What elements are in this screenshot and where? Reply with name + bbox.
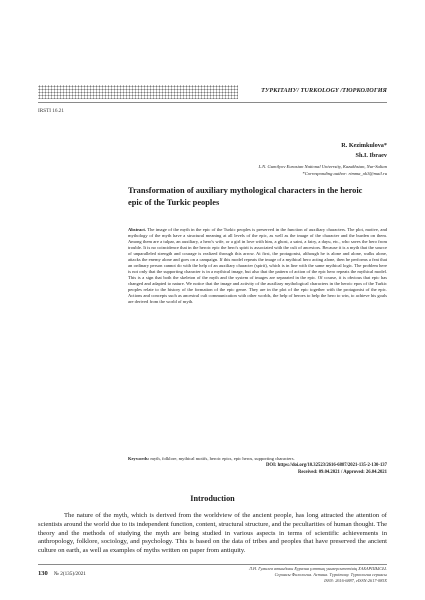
journal-header xyxy=(38,82,387,102)
author-2: Sh.I. Ibraev xyxy=(355,151,387,159)
issue-number: № 2(135)/2021 xyxy=(54,571,86,577)
irsti-code: IRSTI 16.21 xyxy=(38,108,64,114)
footer-divider xyxy=(38,564,387,565)
header-divider xyxy=(38,102,387,103)
author-1: R. Kezimkulova* xyxy=(341,142,387,149)
journal-name: ТУРКІТАНУ/ TURKOLOGY /ТЮРКОЛОГИЯ xyxy=(261,87,387,94)
abstract xyxy=(128,227,387,305)
footer-line-2: Сериясы Филология. Астана. Түркітану. Түркология сериясы xyxy=(274,571,387,577)
university: L.N. Gumilyov Eurasian National University, Kazakhstan, Nur-Sultan xyxy=(258,164,387,169)
keywords xyxy=(128,456,387,462)
corresponding-author: *Corresponding author: rimma_ok3@mail.ru xyxy=(302,170,387,176)
introduction-text: The nature of the myth, which is derived from the worldview of the ancient people, has long attracted the attention of scientists around the world due to its independent function, content, structural structure, and the peculiarities of human thought. The theory and the methods of studying the myth are being studied in various aspects in terms of scientific achievements in anthropology, folklore, sociology, and psychology. This is based on the data of tribes and peoples that have preserved the ancient culture on earth, as well as examples of myths written on paper from antiquity. xyxy=(38,512,387,555)
keywords-label: Keywords: xyxy=(128,456,150,461)
received-dates: Received: 09.04.2021 / Approved: 26.04.2021 xyxy=(298,469,387,475)
doi-block xyxy=(266,463,387,476)
introduction-heading: Introduction xyxy=(190,494,235,503)
page-number: 130 xyxy=(38,570,48,577)
footer-journal-info xyxy=(249,566,387,583)
paper-title: Transformation of auxiliary mythological characters in the heroic epic of the Turkic peoples xyxy=(128,186,363,207)
affiliation xyxy=(258,164,387,177)
author-list xyxy=(341,141,387,160)
keywords-text: myth, folklore, mythical motifs, heroic epics, epic heros, supporting characters. xyxy=(150,456,295,461)
footer-line-3: ISSN: 2616-6887, eISSN:2617-085X xyxy=(324,577,387,583)
doi-link[interactable]: DOI: https://doi.org/10.32523/2616-6887/2021-135-2-130-137 xyxy=(266,463,387,468)
abstract-label: Abstract. xyxy=(128,227,147,232)
abstract-text: The image of the myth in the epic of the Turkic peoples is preserved in the function of auxiliary characters. The plot, motive, and mythology of the myth have a structural meaning at all levels of the epic, as well as the image of the character and the burden on them. Among them are a tulpar, an auxiliary, a hero's wife, or a girl in love with him, a ghost, a saint, a fairy, a dayu, etc., who saves the hero from trouble. It is no coincidence that in the heroic epic the hero's spirit is associated with the cult of ancestors. Because it is a myth that the source of unparalleled strength and courage is realized through this arrow. At first, the protagonist, although he is alone and alone, walks alone, attacks the enemy alone and goes on a campaign. If this model repeats the image of a mythical hero acting alone, then he performs a feat that an ordinary person cannot do with the help of an auxiliary character (spirit), which is in line with the same mythical logic. The problem here is not only that the supporting character is in a mythical image, but also that the pattern of action of the epic hero repeats the mythical model. This is a sign that both the skeleton of the myth and the system of images are separated in the epic. Of course, it is obvious that epic has changed and adapted to nature. We notice that the image and activity of the auxiliary mythological characters in the heroic epos of the Turkic peoples relate to the history of the formation of the epic genre. They are in the plot of the epic together with the protagonist of the epic. Actions and concepts such as ancestral cult communication with other worlds, the help of heroes to help the hero to win, to achieve his goals are derived from the world of myth. xyxy=(128,227,387,304)
header-dot-pattern xyxy=(38,85,238,99)
footer-line-1: Л.Н. Гумилев атындағы Еуразия ұлттық университетінің ХАБАРШЫСЫ. xyxy=(249,566,387,571)
